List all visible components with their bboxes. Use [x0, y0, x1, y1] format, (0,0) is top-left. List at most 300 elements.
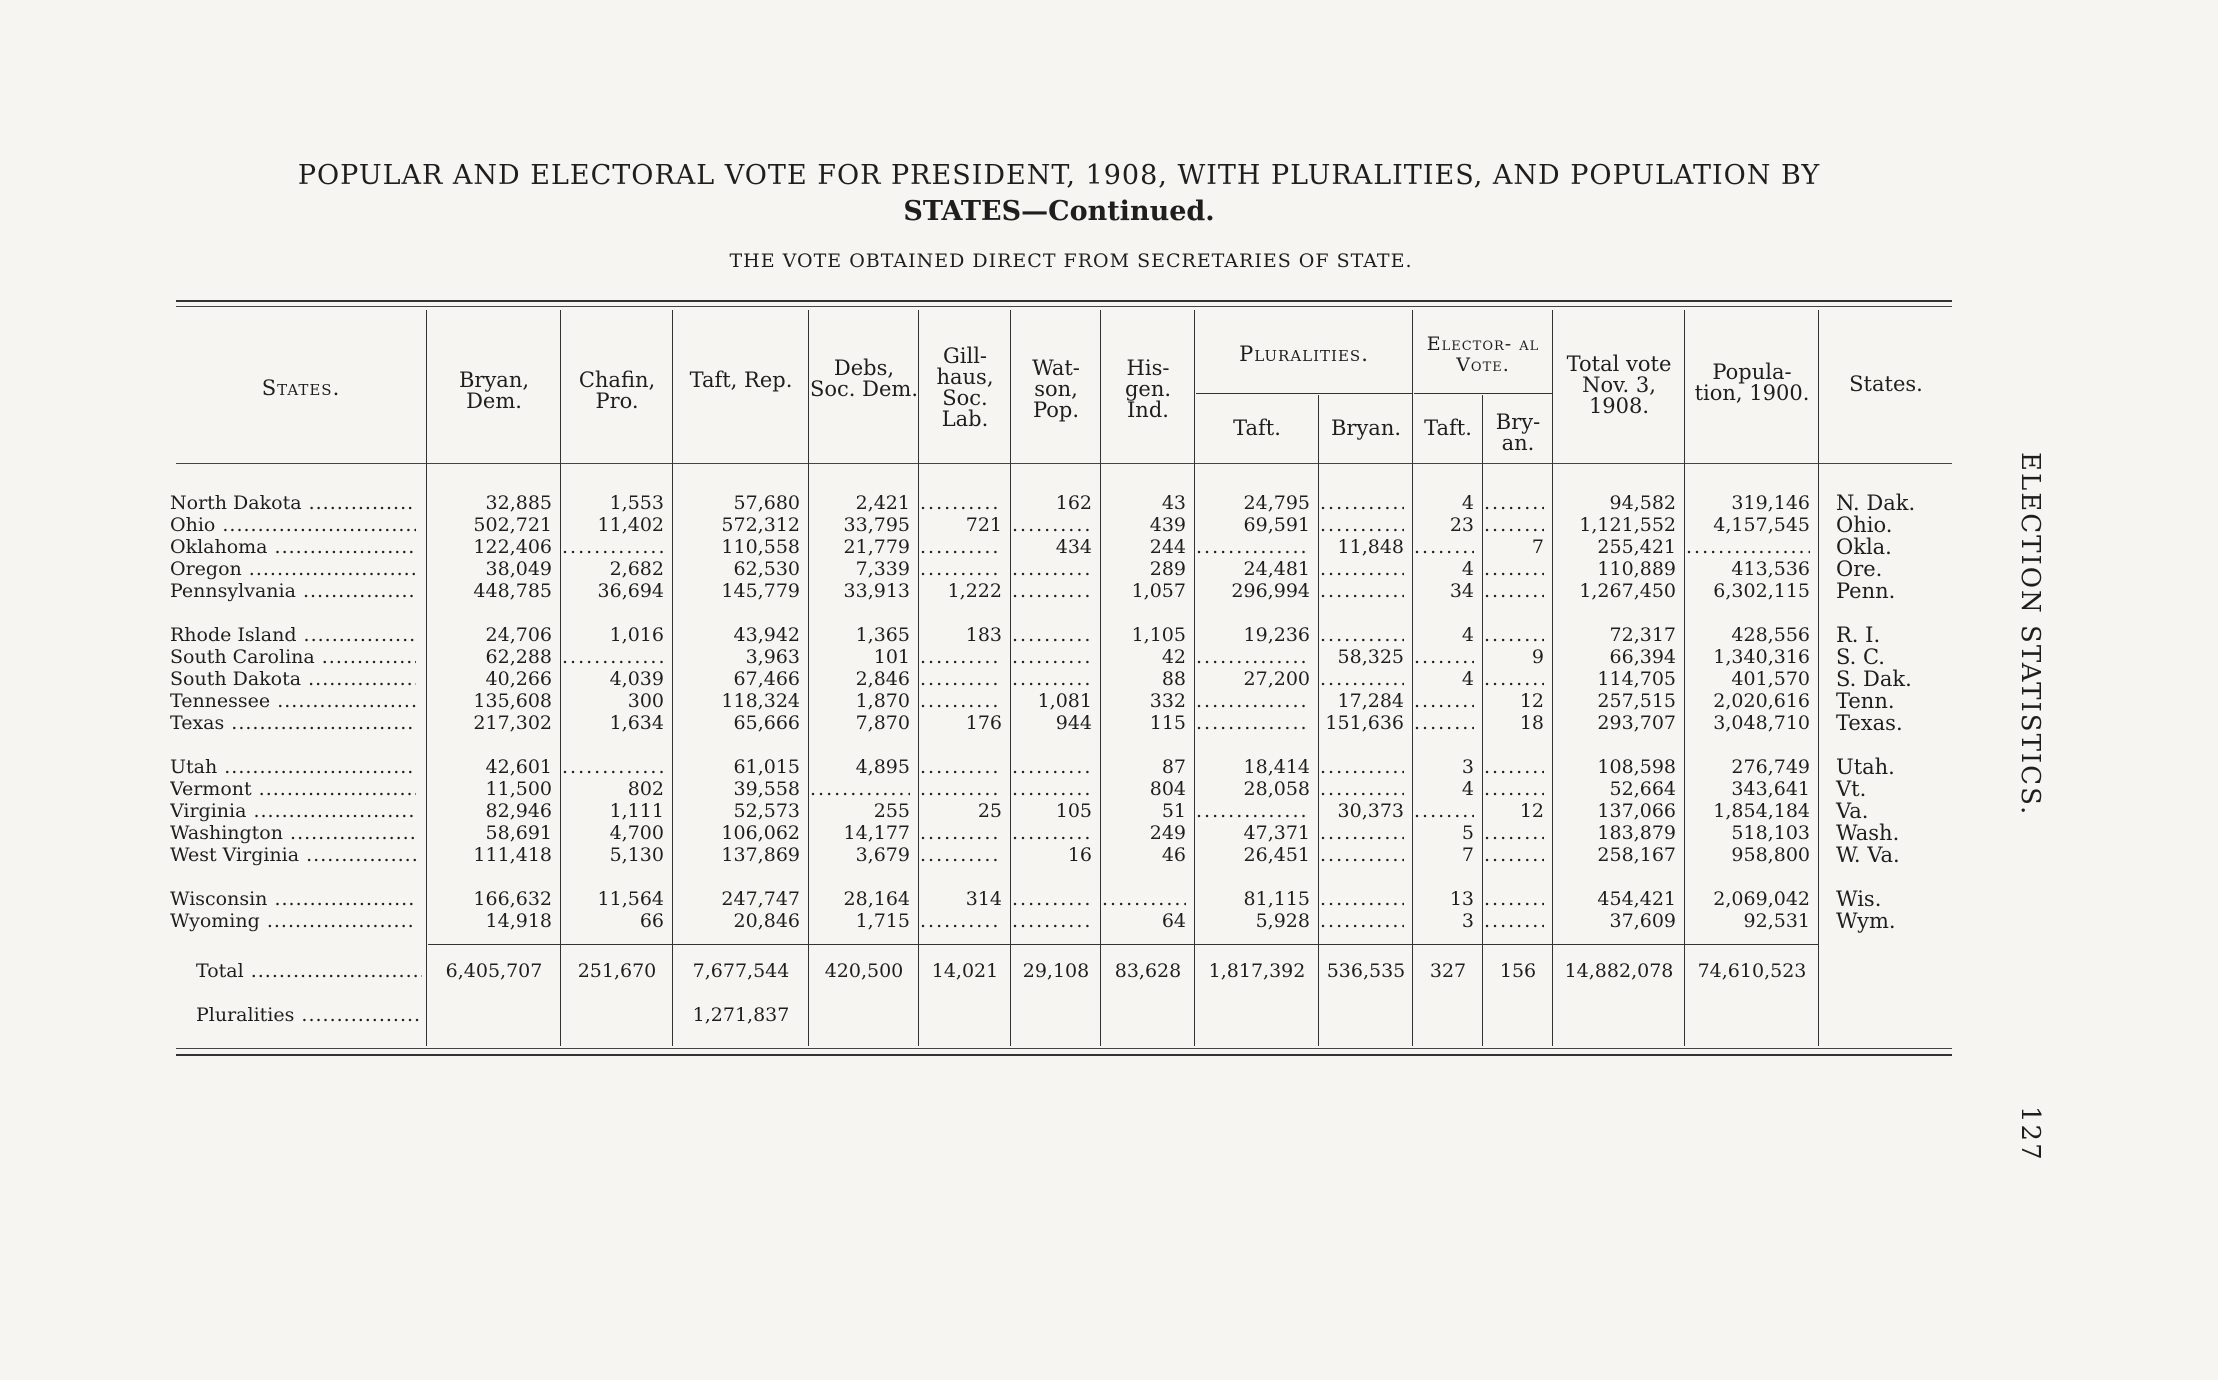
table-row-bryan: 166,632 — [473, 888, 552, 910]
table-row-bryan: 40,266 — [485, 668, 552, 690]
table-row-watson — [1012, 888, 1092, 910]
table-row-chafin — [562, 536, 664, 558]
table-row-el-bryan: 12 — [1519, 690, 1544, 712]
table-row-plur-bryan — [1320, 844, 1404, 866]
table-row-watson — [1012, 646, 1092, 668]
table-row-hisgen: 1,105 — [1131, 624, 1186, 646]
table-row-plur-taft: 27,200 — [1243, 668, 1310, 690]
top-rule — [176, 300, 1952, 302]
table-row-watson — [1012, 910, 1092, 932]
table-row-hisgen: 87 — [1161, 756, 1186, 778]
total-row-chafin: 251,670 — [577, 960, 657, 982]
total-row-taft: 7,677,544 — [692, 960, 790, 982]
table-row-el-taft — [1414, 712, 1474, 734]
table-row-population: 1,854,184 — [1713, 800, 1810, 822]
table-row-debs: 255 — [873, 800, 910, 822]
table-row-plur-taft — [1196, 712, 1310, 734]
table-row-debs: 7,339 — [855, 558, 910, 580]
table-row-total-vote: 66,394 — [1609, 646, 1676, 668]
table-row-total-vote: 183,879 — [1597, 822, 1676, 844]
table-row-debs — [810, 778, 910, 800]
table-row-bryan: 135,608 — [473, 690, 552, 712]
table-row-state-abbr: Wym. — [1836, 909, 1896, 933]
table-row-el-taft — [1414, 690, 1474, 712]
header-watson: Wat- son, Pop. — [1032, 356, 1080, 422]
table-row-state: Texas ..... — [170, 712, 416, 734]
table-row-state-abbr: Vt. — [1836, 777, 1867, 801]
table-row-watson: 434 — [1055, 536, 1092, 558]
table-row-plur-bryan: 151,636 — [1325, 712, 1404, 734]
table-row-state-abbr: Tenn. — [1836, 689, 1895, 713]
table-row-total-vote: 114,705 — [1597, 668, 1676, 690]
table-row-gillhaus — [920, 822, 1002, 844]
table-row-plur-bryan — [1320, 492, 1404, 514]
column-divider — [1318, 395, 1319, 1046]
table-row-el-bryan — [1484, 910, 1544, 932]
table-row-population: 92,531 — [1743, 910, 1810, 932]
table-row-plur-taft — [1196, 646, 1310, 668]
table-row-el-taft — [1414, 536, 1474, 558]
table-row-bryan: 32,885 — [485, 492, 552, 514]
table-row-el-bryan — [1484, 492, 1544, 514]
total-row-gillhaus: 14,021 — [931, 960, 999, 982]
column-divider — [1100, 310, 1101, 1046]
table-row-state-abbr: Utah. — [1836, 755, 1895, 779]
table-row-el-bryan: 12 — [1519, 800, 1544, 822]
table-row-plur-taft: 81,115 — [1243, 888, 1310, 910]
table-row-plur-bryan — [1320, 910, 1404, 932]
table-row-plur-taft: 296,994 — [1231, 580, 1310, 602]
table-row-hisgen — [1102, 888, 1186, 910]
table-row-plur-bryan — [1320, 756, 1404, 778]
table-row-hisgen: 439 — [1149, 514, 1186, 536]
table-row-plur-bryan — [1320, 888, 1404, 910]
table-row-plur-bryan: 17,284 — [1337, 690, 1404, 712]
table-row-total-vote: 108,598 — [1597, 756, 1676, 778]
table-row-population: 401,570 — [1731, 668, 1810, 690]
table-row-el-bryan: 18 — [1519, 712, 1544, 734]
table-row-bryan: 502,721 — [473, 514, 552, 536]
table-row-chafin — [562, 756, 664, 778]
column-divider — [1194, 310, 1195, 1046]
table-row-el-taft: 4 — [1461, 668, 1474, 690]
table-row-total-vote: 1,121,552 — [1579, 514, 1676, 536]
table-row-bryan: 24,706 — [485, 624, 552, 646]
table-row-state-abbr: Va. — [1836, 799, 1869, 823]
table-row-chafin: 11,402 — [597, 514, 664, 536]
table-row-plur-taft: 24,481 — [1243, 558, 1310, 580]
header-population: Popula- tion, 1900. — [1694, 360, 1810, 405]
table-row-el-taft — [1414, 646, 1474, 668]
table-row-taft: 118,324 — [721, 690, 800, 712]
table-row-population: 4,157,545 — [1713, 514, 1810, 536]
table-row-el-bryan — [1484, 888, 1544, 910]
table-row-hisgen: 64 — [1161, 910, 1186, 932]
table-row-hisgen: 115 — [1149, 712, 1186, 734]
subheader-rule — [1196, 393, 1412, 394]
table-row-state: South Dakota ..... — [170, 668, 416, 690]
table-row-debs: 1,870 — [855, 690, 910, 712]
table-row-el-taft: 4 — [1461, 624, 1474, 646]
table-row-total-vote: 52,664 — [1609, 778, 1676, 800]
table-row-hisgen: 51 — [1161, 800, 1186, 822]
table-row-total-vote: 257,515 — [1597, 690, 1676, 712]
table-row-bryan: 122,406 — [473, 536, 552, 558]
table-row-watson: 16 — [1067, 844, 1092, 866]
table-row-taft: 65,666 — [733, 712, 800, 734]
table-row-gillhaus: 183 — [965, 624, 1002, 646]
table-row-state: Wyoming ..... — [170, 910, 416, 932]
header-total-vote: Total vote Nov. 3, 1908. — [1566, 352, 1672, 418]
table-row-debs: 3,679 — [855, 844, 910, 866]
pluralities-row-taft: 1,271,837 — [692, 1004, 790, 1026]
table-row-debs: 1,715 — [855, 910, 910, 932]
title-line-1: POPULAR AND ELECTORAL VOTE FOR PRESIDENT, 1908, WITH PLURALITIES, AND POPULATION BY — [297, 160, 1821, 191]
table-row-state: Pennsylvania ..... — [170, 580, 416, 602]
header-pluralities: Pluralities. — [1239, 342, 1369, 366]
table-row-population: 518,103 — [1731, 822, 1810, 844]
total-row-bryan: 6,405,707 — [445, 960, 543, 982]
table-row-el-bryan: 7 — [1531, 536, 1544, 558]
table-row-watson — [1012, 580, 1092, 602]
table-row-state-abbr: Penn. — [1836, 579, 1896, 603]
table-row-state: South Carolina ..... — [170, 646, 416, 668]
table-row-taft: 3,963 — [745, 646, 800, 668]
table-row-debs: 33,913 — [843, 580, 910, 602]
table-row-bryan: 42,601 — [485, 756, 552, 778]
table-row-el-taft: 4 — [1461, 492, 1474, 514]
table-row-el-bryan — [1484, 580, 1544, 602]
table-row-hisgen: 804 — [1149, 778, 1186, 800]
table-row-total-vote: 1,267,450 — [1579, 580, 1676, 602]
table-row-taft: 106,062 — [721, 822, 800, 844]
table-row-population — [1686, 536, 1810, 558]
table-row-bryan: 38,049 — [485, 558, 552, 580]
table-row-gillhaus: 314 — [965, 888, 1002, 910]
table-row-gillhaus — [920, 646, 1002, 668]
table-row-population: 428,556 — [1731, 624, 1810, 646]
table-row-taft: 20,846 — [733, 910, 800, 932]
table-row-watson: 944 — [1055, 712, 1092, 734]
column-divider — [426, 310, 427, 1046]
table-row-state: Rhode Island ..... — [170, 624, 416, 646]
table-row-el-bryan — [1484, 558, 1544, 580]
table-row-debs: 7,870 — [855, 712, 910, 734]
title-line-2: STATES—Continued. — [903, 196, 1215, 227]
table-row-population: 343,641 — [1731, 778, 1810, 800]
table-row-el-taft: 4 — [1461, 558, 1474, 580]
table-row-state: Utah ..... — [170, 756, 416, 778]
total-row-el-taft: 327 — [1429, 960, 1467, 982]
table-row-population: 2,020,616 — [1713, 690, 1810, 712]
table-row-taft: 61,015 — [733, 756, 800, 778]
table-row-plur-taft: 26,451 — [1243, 844, 1310, 866]
table-row-watson — [1012, 624, 1092, 646]
table-row-population: 1,340,316 — [1713, 646, 1810, 668]
column-divider — [560, 310, 561, 1046]
table-row-gillhaus — [920, 492, 1002, 514]
table-row-debs: 1,365 — [855, 624, 910, 646]
header-electoral-vote: Elector- al Vote. — [1426, 333, 1540, 376]
table-row-chafin: 11,564 — [597, 888, 664, 910]
table-row-plur-taft: 5,928 — [1255, 910, 1310, 932]
table-row-watson: 1,081 — [1037, 690, 1092, 712]
table-row-chafin: 1,016 — [609, 624, 664, 646]
table-row-state-abbr: Wis. — [1836, 887, 1882, 911]
table-row-bryan: 58,691 — [485, 822, 552, 844]
table-row-state: Virginia ..... — [170, 800, 416, 822]
table-row-population: 6,302,115 — [1713, 580, 1810, 602]
table-row-gillhaus — [920, 668, 1002, 690]
table-row-taft: 52,573 — [733, 800, 800, 822]
table-row-state-abbr: Okla. — [1836, 535, 1892, 559]
table-row-watson — [1012, 558, 1092, 580]
header-el-bryan: Bry- an. — [1495, 410, 1541, 455]
table-row-hisgen: 332 — [1149, 690, 1186, 712]
table-row-plur-taft: 18,414 — [1243, 756, 1310, 778]
table-row-plur-taft — [1196, 536, 1310, 558]
table-row-hisgen: 43 — [1161, 492, 1186, 514]
table-row-el-taft: 13 — [1449, 888, 1474, 910]
table-row-plur-bryan — [1320, 624, 1404, 646]
table-row-population: 2,069,042 — [1713, 888, 1810, 910]
table-row-plur-bryan — [1320, 580, 1404, 602]
table-row-chafin: 66 — [639, 910, 664, 932]
column-divider — [918, 310, 919, 1046]
table-row-population: 276,749 — [1731, 756, 1810, 778]
table-row-total-vote: 94,582 — [1609, 492, 1676, 514]
table-row-debs: 28,164 — [843, 888, 910, 910]
table-row-plur-bryan — [1320, 668, 1404, 690]
column-divider — [1482, 395, 1483, 1046]
table-row-hisgen: 249 — [1149, 822, 1186, 844]
table-row-state-abbr: Texas. — [1836, 711, 1903, 735]
total-row-state: Total ..... — [196, 960, 422, 982]
table-row-population: 958,800 — [1731, 844, 1810, 866]
header-states: States. — [261, 376, 341, 400]
table-row-gillhaus — [920, 756, 1002, 778]
table-row-state-abbr: S. Dak. — [1836, 667, 1912, 691]
table-row-debs: 21,779 — [843, 536, 910, 558]
table-row-population: 3,048,710 — [1713, 712, 1810, 734]
table-row-plur-taft — [1196, 800, 1310, 822]
table-row-el-taft: 5 — [1461, 822, 1474, 844]
table-row-el-taft: 7 — [1461, 844, 1474, 866]
table-row-chafin: 4,700 — [609, 822, 664, 844]
table-row-chafin: 1,553 — [609, 492, 664, 514]
table-row-gillhaus — [920, 778, 1002, 800]
header-plur-bryan: Bryan. — [1330, 416, 1402, 440]
table-row-watson: 162 — [1055, 492, 1092, 514]
table-row-el-bryan — [1484, 624, 1544, 646]
table-row-el-taft: 4 — [1461, 778, 1474, 800]
table-row-state: Ohio ..... — [170, 514, 416, 536]
table-row-taft: 57,680 — [733, 492, 800, 514]
header-gillhaus: Gill- haus, Soc. Lab. — [936, 344, 994, 431]
table-row-total-vote: 293,707 — [1597, 712, 1676, 734]
table-row-gillhaus: 1,222 — [947, 580, 1002, 602]
table-row-plur-taft: 47,371 — [1243, 822, 1310, 844]
table-row-chafin: 1,111 — [609, 800, 664, 822]
table-row-bryan: 448,785 — [473, 580, 552, 602]
table-row-bryan: 82,946 — [485, 800, 552, 822]
table-row-watson — [1012, 668, 1092, 690]
table-row-debs: 4,895 — [855, 756, 910, 778]
table-row-state-abbr: R. I. — [1836, 623, 1881, 647]
table-row-chafin: 2,682 — [609, 558, 664, 580]
table-row-gillhaus — [920, 558, 1002, 580]
table-row-taft: 67,466 — [733, 668, 800, 690]
table-row-total-vote: 37,609 — [1609, 910, 1676, 932]
table-row-chafin: 802 — [627, 778, 664, 800]
header-hisgen: His- gen. Ind. — [1124, 356, 1172, 422]
table-row-plur-taft: 19,236 — [1243, 624, 1310, 646]
side-running-title: ELECTION STATISTICS. — [2015, 452, 2045, 817]
table-row-chafin: 1,634 — [609, 712, 664, 734]
total-row-watson: 29,108 — [1022, 960, 1090, 982]
table-row-taft: 110,558 — [721, 536, 800, 558]
table-row-el-taft: 3 — [1461, 756, 1474, 778]
table-row-plur-taft — [1196, 690, 1310, 712]
bottom-rule-thin — [176, 1048, 1952, 1049]
table-row-taft: 62,530 — [733, 558, 800, 580]
table-row-bryan: 14,918 — [485, 910, 552, 932]
table-row-el-bryan — [1484, 756, 1544, 778]
table-row-plur-bryan — [1320, 558, 1404, 580]
table-row-taft: 247,747 — [721, 888, 800, 910]
table-row-watson: 105 — [1055, 800, 1092, 822]
table-row-total-vote: 72,317 — [1609, 624, 1676, 646]
table-row-el-bryan — [1484, 668, 1544, 690]
table-row-watson — [1012, 514, 1092, 536]
page-number: 127 — [2015, 1106, 2045, 1162]
table-row-plur-bryan — [1320, 514, 1404, 536]
table-row-el-taft: 23 — [1449, 514, 1474, 536]
table-row-state: West Virginia ..... — [170, 844, 416, 866]
table-row-bryan: 11,500 — [485, 778, 552, 800]
table-row-state-abbr: S. C. — [1836, 645, 1885, 669]
table-row-state: Vermont ..... — [170, 778, 416, 800]
pluralities-row-label: Pluralities ..... — [196, 1004, 422, 1026]
table-row-watson — [1012, 778, 1092, 800]
table-row-state-abbr: Wash. — [1836, 821, 1900, 845]
table-row-el-taft: 3 — [1461, 910, 1474, 932]
table-row-plur-bryan: 30,373 — [1337, 800, 1404, 822]
table-row-state: Tennessee ..... — [170, 690, 416, 712]
total-row-total-vote: 14,882,078 — [1564, 960, 1674, 982]
table-row-total-vote: 454,421 — [1597, 888, 1676, 910]
table-row-hisgen: 244 — [1149, 536, 1186, 558]
table-row-el-bryan: 9 — [1531, 646, 1544, 668]
header-bottom-rule — [176, 463, 1952, 464]
column-divider — [1684, 310, 1685, 1046]
table-row-el-bryan — [1484, 822, 1544, 844]
total-row-population: 74,610,523 — [1697, 960, 1807, 982]
table-row-gillhaus: 25 — [977, 800, 1002, 822]
table-row-gillhaus: 721 — [965, 514, 1002, 536]
table-row-hisgen: 88 — [1161, 668, 1186, 690]
table-row-state: Oregon ..... — [170, 558, 416, 580]
table-row-total-vote: 110,889 — [1597, 558, 1676, 580]
table-row-debs: 101 — [873, 646, 910, 668]
table-row-bryan: 111,418 — [473, 844, 552, 866]
table-row-taft: 137,869 — [721, 844, 800, 866]
total-row-plur-bryan: 536,535 — [1326, 960, 1406, 982]
table-row-plur-bryan: 58,325 — [1337, 646, 1404, 668]
header-bryan: Bryan, Dem. — [458, 368, 530, 413]
table-row-state-abbr: Ohio. — [1836, 513, 1893, 537]
column-divider — [1552, 310, 1553, 1046]
table-row-total-vote: 255,421 — [1597, 536, 1676, 558]
table-row-debs: 33,795 — [843, 514, 910, 536]
total-rule — [428, 944, 1818, 945]
table-row-chafin: 5,130 — [609, 844, 664, 866]
table-row-population: 413,536 — [1731, 558, 1810, 580]
table-row-state: Wisconsin ..... — [170, 888, 416, 910]
top-rule-thin — [176, 306, 1952, 307]
column-divider — [1412, 310, 1413, 1046]
total-row-el-bryan: 156 — [1499, 960, 1537, 982]
column-divider — [808, 310, 809, 1046]
table-row-hisgen: 1,057 — [1131, 580, 1186, 602]
table-row-chafin: 36,694 — [597, 580, 664, 602]
header-debs: Debs, Soc. Dem. — [810, 356, 918, 401]
table-row-total-vote: 137,066 — [1597, 800, 1676, 822]
header-plur-taft: Taft. — [1233, 416, 1281, 440]
table-row-chafin: 4,039 — [609, 668, 664, 690]
subheader-rule — [1414, 393, 1552, 394]
total-row-hisgen: 83,628 — [1114, 960, 1182, 982]
header-chafin: Chafin, Pro. — [578, 368, 656, 413]
table-row-plur-taft: 69,591 — [1243, 514, 1310, 536]
table-row-el-taft: 34 — [1449, 580, 1474, 602]
table-row-hisgen: 46 — [1161, 844, 1186, 866]
total-row-debs: 420,500 — [824, 960, 904, 982]
table-row-population: 319,146 — [1731, 492, 1810, 514]
table-row-debs: 2,846 — [855, 668, 910, 690]
table-title — [0, 158, 2118, 230]
table-row-gillhaus — [920, 910, 1002, 932]
table-row-taft: 43,942 — [733, 624, 800, 646]
table-row-bryan: 62,288 — [485, 646, 552, 668]
table-row-gillhaus: 176 — [965, 712, 1002, 734]
table-row-debs: 14,177 — [843, 822, 910, 844]
table-row-plur-bryan — [1320, 822, 1404, 844]
table-row-watson — [1012, 822, 1092, 844]
table-row-el-taft — [1414, 800, 1474, 822]
table-row-debs: 2,421 — [855, 492, 910, 514]
header-taft: Taft, Rep. — [689, 368, 793, 392]
table-row-gillhaus — [920, 844, 1002, 866]
table-row-chafin — [562, 646, 664, 668]
column-divider — [672, 310, 673, 1046]
table-row-total-vote: 258,167 — [1597, 844, 1676, 866]
table-row-state-abbr: W. Va. — [1836, 843, 1900, 867]
table-row-state: Washington ..... — [170, 822, 416, 844]
table-row-state-abbr: N. Dak. — [1836, 491, 1916, 515]
column-divider — [1010, 310, 1011, 1046]
header-el-taft: Taft. — [1424, 416, 1472, 440]
table-row-state-abbr: Ore. — [1836, 557, 1883, 581]
table-row-taft: 145,779 — [721, 580, 800, 602]
table-row-state: North Dakota ..... — [170, 492, 416, 514]
table-row-taft: 572,312 — [721, 514, 800, 536]
table-row-plur-bryan: 11,848 — [1337, 536, 1404, 558]
table-row-el-bryan — [1484, 514, 1544, 536]
table-row-bryan: 217,302 — [473, 712, 552, 734]
table-row-el-bryan — [1484, 844, 1544, 866]
table-row-state: Oklahoma ..... — [170, 536, 416, 558]
